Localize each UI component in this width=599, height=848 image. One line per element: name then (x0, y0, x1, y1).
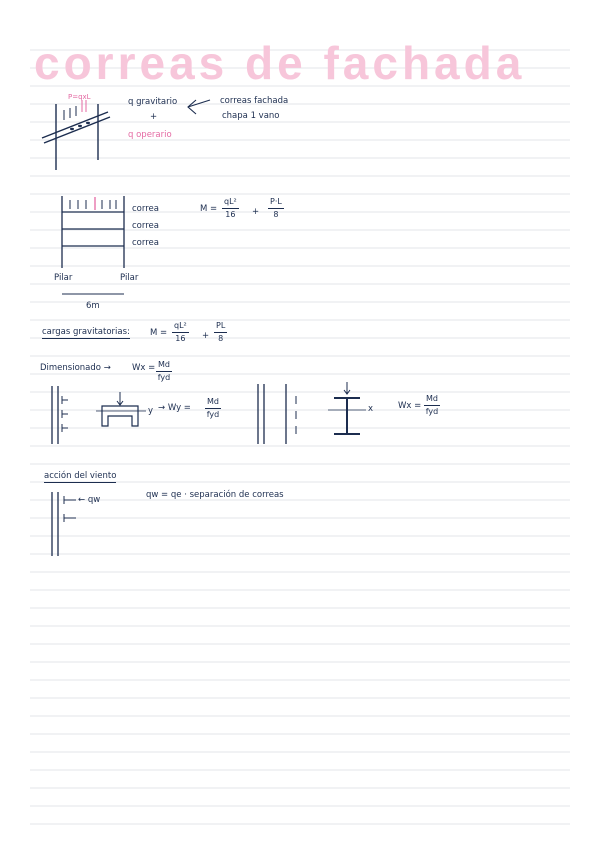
q-gravitario-text: q gravitario (128, 97, 178, 107)
plus-sign: + (202, 331, 210, 341)
fraction-denominator: 16 (175, 334, 186, 343)
fraction-numerator: Md (205, 398, 221, 409)
q-operario-text: q operario (128, 130, 172, 140)
cargas-heading: cargas gravitatorias: (42, 327, 130, 337)
viento-heading: acción del viento (44, 471, 117, 481)
fraction-denominator: fyd (425, 407, 439, 416)
plus-sign: + (252, 207, 260, 217)
fraction-denominator: fyd (157, 373, 171, 382)
wx-label: Wx = (398, 401, 422, 411)
span-label: 6m (86, 301, 100, 311)
pilar-right-label: Pilar (120, 273, 139, 283)
chapa-1-vano-text: chapa 1 vano (222, 111, 280, 121)
moment-label: M = (150, 328, 168, 338)
fraction-numerator: Md (424, 395, 440, 406)
fraction-numerator: Md (156, 361, 172, 372)
pilar-left-label: Pilar (54, 273, 73, 283)
load-label: P=qxL (68, 93, 91, 101)
correa-label-3: correa (132, 238, 159, 248)
y-axis-label: y (148, 406, 154, 416)
fraction-denominator: 8 (273, 210, 279, 219)
fraction-numerator: P·L (268, 198, 284, 209)
fraction-numerator: qL² (172, 322, 189, 333)
correas-fachada-text: correas fachada (220, 96, 289, 106)
fraction-numerator: qL² (222, 198, 239, 209)
fraction-numerator: PL (214, 322, 227, 333)
fraction-denominator: 16 (225, 210, 236, 219)
fraction-denominator: 8 (218, 334, 224, 343)
x-axis-label: x (368, 404, 374, 414)
wx-label: Wx = (132, 363, 156, 373)
correa-label-2: correa (132, 221, 159, 231)
qw-formula: qw = qe · separación de correas (146, 490, 284, 500)
correa-label-1: correa (132, 204, 159, 214)
fraction-denominator: fyd (206, 410, 220, 419)
dimensionado-heading: Dimensionado → (40, 363, 111, 373)
plus-sign: + (150, 112, 158, 122)
qw-arrow-label: ← qw (78, 495, 101, 505)
moment-label: M = (200, 204, 218, 214)
page-title: correas de fachada (34, 37, 526, 89)
wy-label: → Wy = (158, 403, 191, 413)
